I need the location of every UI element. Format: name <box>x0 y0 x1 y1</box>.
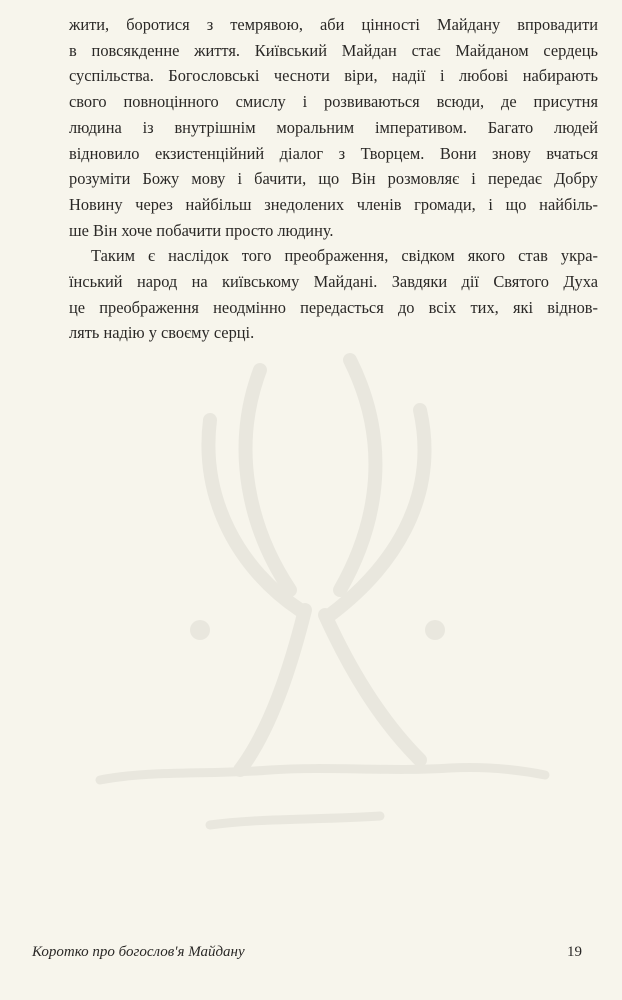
text-line: Таким є наслідок того преображення, свідком якого став укра- <box>91 246 598 266</box>
text-line: жити, боротися з темрявою, аби цінності Майдану впровадити <box>69 15 598 34</box>
text-line: їнський народ на київському Майдані. Завдяки дії Святого Духа <box>69 272 598 292</box>
body-text <box>69 12 598 346</box>
text-line: Новину через найбільш знедолених членів громади, і що найбіль- <box>69 194 598 214</box>
page-number: 19 <box>567 944 582 960</box>
text-line: свого повноцінного смислу і розвиваються всюди, де присутня <box>69 92 598 112</box>
paragraph-1 <box>69 12 598 243</box>
page-footer <box>32 944 582 968</box>
paragraph-2 <box>69 243 598 346</box>
text-line: лять надію у своєму серці. <box>69 323 255 343</box>
text-line: ше Він хоче побачити просто людину. <box>69 220 334 240</box>
text-line: людина із внутрішнім моральним імперативом. Багато людей <box>69 117 598 137</box>
text-line: відновило екзистенційний діалог з Творцем. Вони знову вчаться <box>69 143 598 163</box>
text-line: в повсякденне життя. Київський Майдан стає Майданом сердець <box>69 40 598 60</box>
text-line: це преображення неодмінно передасться до всіх тих, які віднов- <box>69 297 598 317</box>
text-line: суспільства. Богословські чесноти віри, надії і любові набирають <box>69 66 598 86</box>
show-through-illustration <box>90 330 550 850</box>
running-title: Коротко про богослов'я Майдану <box>32 944 245 960</box>
text-line: розуміти Божу мову і бачити, що Він розмовляє і передає Добру <box>69 169 598 189</box>
